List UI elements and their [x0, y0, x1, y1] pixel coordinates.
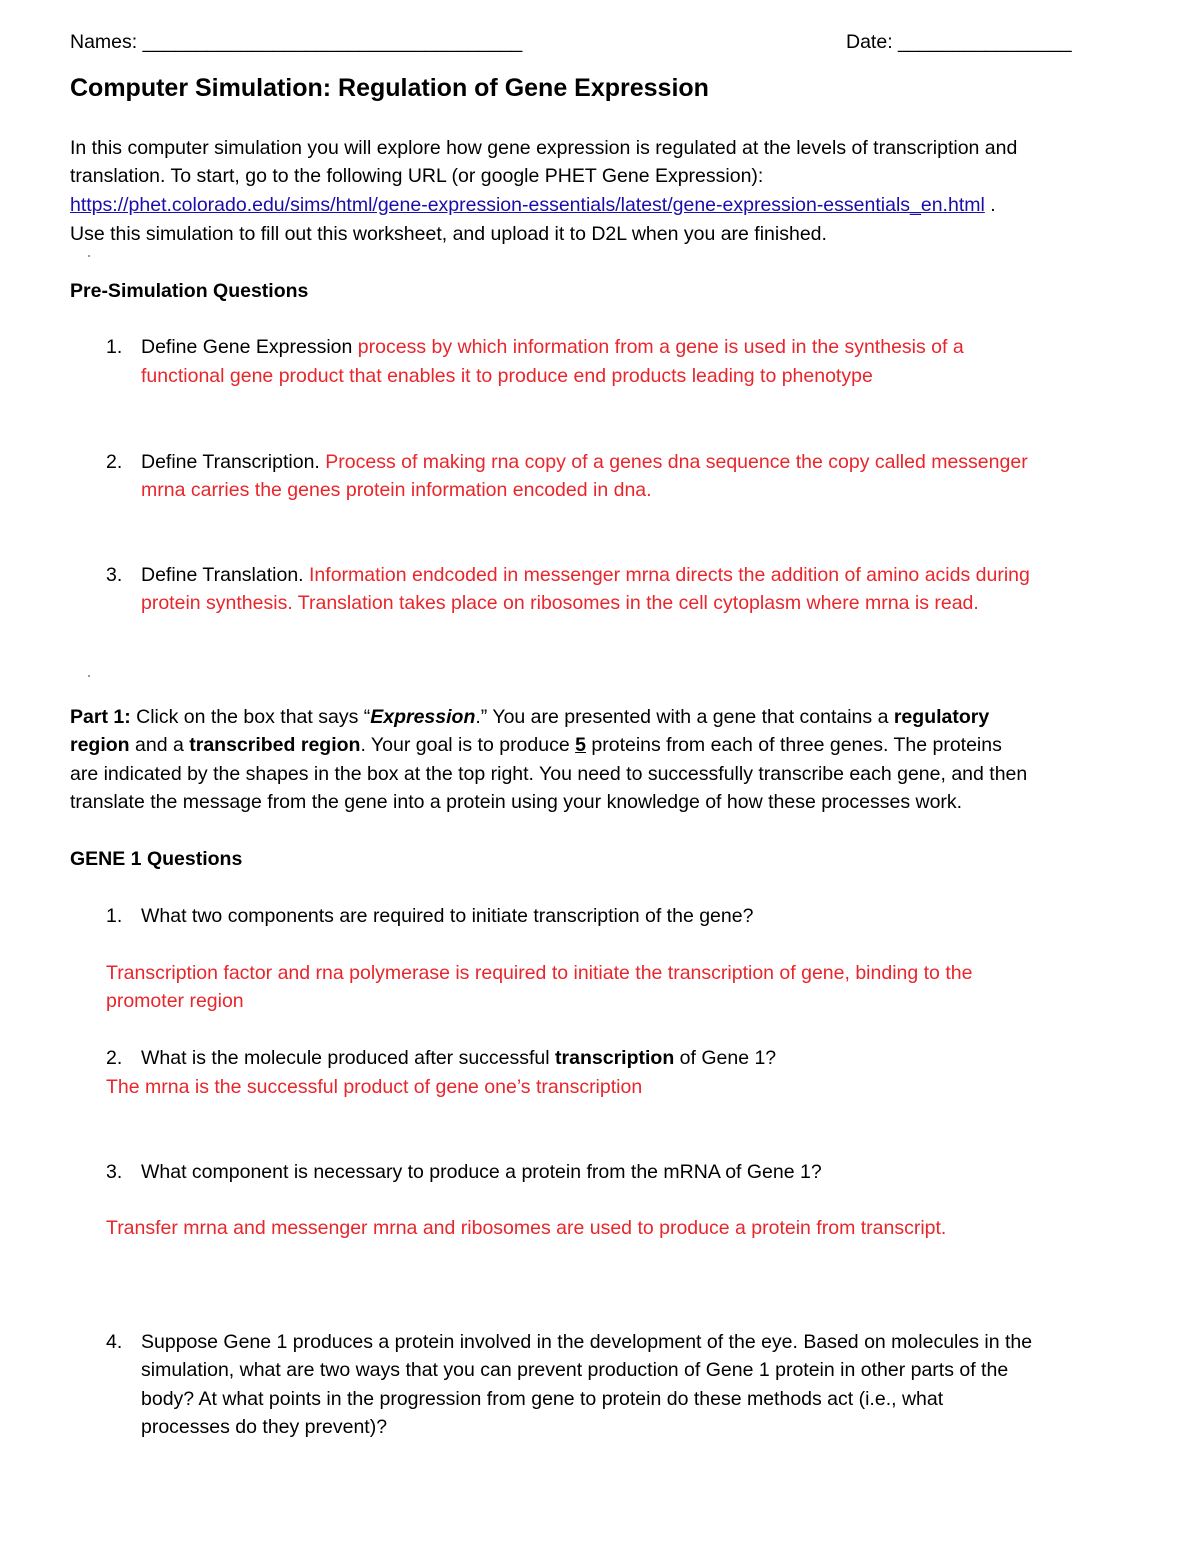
stray-mark: [88, 675, 90, 677]
gene1-q2-number: 2.: [106, 1047, 123, 1069]
pre-q3-line-1: [141, 561, 1030, 590]
date-blank: ________________: [898, 31, 1072, 53]
gene1-q2-prompt-text: of Gene 1?: [674, 1047, 777, 1069]
pre-q1-answer: process by which information from a gene is used in the synthesis of a: [357, 336, 964, 358]
pre-q3-number: 3.: [106, 564, 123, 586]
gene1-q4-line-2: simulation, what are two ways that you can prevent production of Gene 1 protein in other parts of the: [141, 1359, 1009, 1381]
gene1-q1-answer-line-1: Transcription factor and rna polymerase is required to initiate the transcription of gene, binding to the: [106, 962, 973, 984]
part1-line-2: [70, 731, 1002, 760]
part1-line-1: [70, 703, 989, 732]
part1-line-4: translate the message from the gene into a protein using your knowledge of how these processes work.: [70, 791, 963, 813]
gene1-q4-line-4: processes do they prevent)?: [141, 1416, 388, 1438]
date-field: [846, 28, 1072, 57]
pre-q1-number: 1.: [106, 336, 123, 358]
intro-line-1: In this computer simulation you will explore how gene expression is regulated at the levels of transcription and: [70, 137, 1018, 159]
pre-q2-prompt: Define Transcription.: [141, 451, 320, 473]
gene1-q1-number: 1.: [106, 905, 123, 927]
simulation-link[interactable]: https://phet.colorado.edu/sims/html/gene-expression-essentials/latest/gene-expression-essentials_en.html: [70, 194, 985, 216]
gene1-q4-line-1: Suppose Gene 1 produces a protein involved in the development of the eye. Based on molecules in the: [141, 1331, 1033, 1353]
intro-line-4: Use this simulation to fill out this worksheet, and upload it to D2L when you are finished.: [70, 223, 827, 245]
names-label: Names:: [70, 31, 138, 53]
date-label: Date:: [846, 31, 893, 53]
stray-mark: [88, 255, 90, 257]
pre-q2-answer-line-2: mrna carries the genes protein information encoded in dna.: [141, 479, 652, 501]
gene1-q1-prompt: What two components are required to initiate transcription of the gene?: [141, 905, 754, 927]
part1-label: Part 1:: [70, 706, 131, 728]
pre-q3-prompt: Define Translation.: [141, 564, 304, 586]
pre-q2-number: 2.: [106, 451, 123, 473]
part1-text: proteins from each of three genes. The proteins: [585, 734, 1002, 756]
gene1-q3-prompt: What component is necessary to produce a protein from the mRNA of Gene 1?: [141, 1161, 822, 1183]
intro-line-2: translation. To start, go to the following URL (or google PHET Gene Expression):: [70, 165, 764, 187]
gene1-q2-prompt-text: What is the molecule produced after successful: [141, 1047, 556, 1069]
part1-line-3: are indicated by the shapes in the box at the top right. You need to successfully transcribe each gene, and then: [70, 763, 1028, 785]
gene1-q4-number: 4.: [106, 1331, 123, 1353]
gene1-q2-prompt: [141, 1044, 776, 1073]
pre-q1-answer-line-2: functional gene product that enables it to produce end products leading to phenotype: [141, 365, 873, 387]
url-suffix: .: [984, 194, 996, 216]
gene1-heading: GENE 1 Questions: [70, 848, 243, 870]
page-title: Computer Simulation: Regulation of Gene Expression: [70, 74, 709, 102]
pre-q1-prompt: Define Gene Expression: [141, 336, 353, 358]
names-field: [70, 28, 522, 57]
gene1-q1-answer-line-2: promoter region: [106, 990, 244, 1012]
transcribed-region-term: transcribed region: [189, 734, 361, 756]
gene1-q4-line-3: body? At what points in the progression from gene to protein do these methods act (i.e., what: [141, 1388, 944, 1410]
pre-q3-answer-line-2: protein synthesis. Translation takes place on ribosomes in the cell cytoplasm where mrna is read.: [141, 592, 979, 614]
names-blank: ___________________________________: [142, 31, 523, 53]
part1-text: Click on the box that says “: [130, 706, 371, 728]
pre-q1-line-1: [141, 333, 964, 362]
intro-url-line: [70, 191, 996, 220]
pre-sim-heading: Pre-Simulation Questions: [70, 280, 309, 302]
regulatory-term: regulatory: [893, 706, 990, 728]
part1-text: and a: [129, 734, 190, 756]
pre-q3-answer: Information endcoded in messenger mrna directs the addition of amino acids during: [309, 564, 1030, 586]
gene1-q2-answer: The mrna is the successful product of gene one’s transcription: [106, 1076, 643, 1098]
gene1-q3-answer: Transfer mrna and messenger mrna and ribosomes are used to produce a protein from transcript.: [106, 1217, 947, 1239]
part1-text: . Your goal is to produce: [360, 734, 576, 756]
pre-q2-answer: Process of making rna copy of a genes dna sequence the copy called messenger: [325, 451, 1028, 473]
part1-text: .” You are presented with a gene that contains a: [475, 706, 894, 728]
transcription-term: transcription: [555, 1047, 675, 1069]
protein-count: 5: [575, 734, 586, 756]
pre-q2-line-1: [141, 448, 1028, 477]
expression-term: Expression: [370, 706, 476, 728]
gene1-q3-number: 3.: [106, 1161, 123, 1183]
region-term: region: [70, 734, 130, 756]
